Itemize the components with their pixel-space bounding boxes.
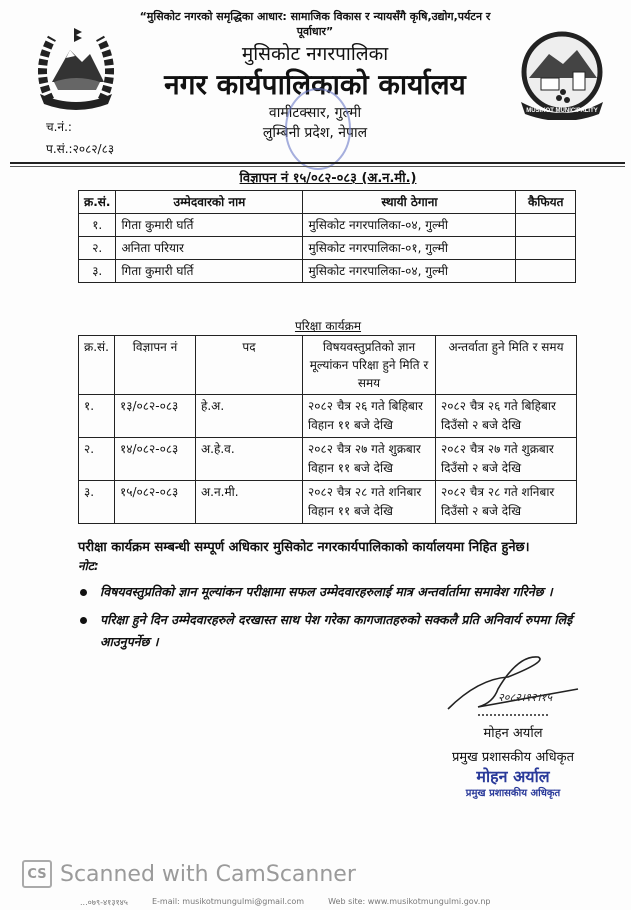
cell: २०८२ चैत्र २८ गते शनिबार विहान ११ बजे देखि xyxy=(303,481,436,524)
cell: ३. xyxy=(79,481,115,524)
col-header: उम्मेदवारको नाम xyxy=(116,191,303,214)
cell: ३. xyxy=(79,260,116,283)
cell: १. xyxy=(79,214,116,237)
footer-website: Web site: www.musikotmungulmi.gov.np xyxy=(328,897,491,906)
camscanner-watermark xyxy=(22,860,356,888)
table-header-row xyxy=(79,191,576,214)
cell: २०८२ चैत्र २७ गते शुक्रबार विहान ११ बजे देखि xyxy=(303,438,436,481)
col-header: क्र.सं. xyxy=(79,191,116,214)
musikot-municipality-seal-logo xyxy=(515,28,610,120)
table-row xyxy=(79,237,576,260)
schedule-heading: परिक्षा कार्यक्रम xyxy=(294,319,362,333)
fiscal-ref: प.सं.:२०८२/८३ xyxy=(46,142,115,156)
col-header: पद xyxy=(196,336,303,395)
notice-body xyxy=(78,538,578,653)
footer-phone: ...०७९-४१३१४५ xyxy=(80,898,128,907)
col-header: विषयवस्तुप्रतिको ज्ञान मूल्यांकन परिक्षा हुने मिति र समय xyxy=(303,336,436,395)
main-content xyxy=(78,170,578,801)
table-row xyxy=(79,395,577,438)
cell: १. xyxy=(79,395,115,438)
col-header: क्र.सं. xyxy=(79,336,115,395)
org-name: मुसिकोट नगरपालिका xyxy=(241,43,389,65)
table-row xyxy=(79,214,576,237)
footer-email: E-mail: musikotmungulmi@gmail.com xyxy=(151,897,305,906)
header-divider xyxy=(10,162,625,167)
schedule-table xyxy=(78,335,577,524)
cell: १५/०८२-०८३ xyxy=(115,481,196,524)
signature-icon xyxy=(438,655,588,717)
cell: २०८२ चैत्र २८ गते शनिबार दिउँसो २ बजे देखि xyxy=(436,481,577,524)
office-name: नगर कार्यपालिकाको कार्यालय xyxy=(164,68,466,101)
cell xyxy=(516,237,576,260)
cell: गिता कुमारी घर्ति xyxy=(116,260,303,283)
seal-text: MUSIKOT MUNICIPALITY xyxy=(526,108,598,114)
signatory-name: मोहन अर्याल xyxy=(483,726,543,741)
cell xyxy=(516,214,576,237)
signature-date: २०८२।१२।१५ xyxy=(498,691,553,704)
candidates-table xyxy=(78,190,576,283)
signature-block xyxy=(428,655,598,801)
note-label: नोट: xyxy=(78,559,99,573)
advertisement-heading: विज्ञापन नं १५/०८२-०८३ (अ.न.मी.) xyxy=(239,171,417,186)
note-item: विषयवस्तुप्रतिको ज्ञान मूल्यांकन परीक्षामा सफल उम्मेदवारहरुलाई मात्र अन्तर्वार्तामा समावेश गरिनेछ । xyxy=(78,581,578,603)
watermark-text: Scanned with CamScanner xyxy=(60,861,356,887)
authority-text: परीक्षा कार्यक्रम सम्बन्धी सम्पूर्ण अधिकार मुसिकोट नगरकार्यपालिकाको कार्यालयमा निहित हुनेछ। xyxy=(78,540,530,555)
cell: गिता कुमारी घर्ति xyxy=(116,214,303,237)
camscanner-logo-icon: CS xyxy=(22,860,52,888)
cell xyxy=(516,260,576,283)
cell: १४/०८२-०८३ xyxy=(115,438,196,481)
cell: २०८२ चैत्र २७ गते शुक्रबार दिउँसो २ बजे देखि xyxy=(436,438,577,481)
col-header: अन्तर्वाता हुने मिति र समय xyxy=(436,336,577,395)
table-row xyxy=(79,438,577,481)
cell: अ.हे.व. xyxy=(196,438,303,481)
letter-number-label: च.नं.: xyxy=(46,120,72,134)
col-header: कैफियत xyxy=(516,191,576,214)
cell: हे.अ. xyxy=(196,395,303,438)
stamp-name: मोहन अर्याल xyxy=(476,767,550,786)
cell: अ.न.मी. xyxy=(196,481,303,524)
cell: २०८२ चैत्र २६ गते बिहिबार दिउँसो २ बजे देखि xyxy=(436,395,577,438)
office-stamp-icon xyxy=(282,86,354,172)
address-line2: लुम्बिनी प्रदेश, नेपाल xyxy=(262,125,368,141)
cell: १३/०८२-०८३ xyxy=(115,395,196,438)
table-row xyxy=(79,260,576,283)
cell: २. xyxy=(79,438,115,481)
footer-contact xyxy=(80,897,490,908)
nepal-emblem-logo xyxy=(30,20,122,112)
table-row xyxy=(79,481,577,524)
motto: “मुसिकोट नगरको समृद्धिका आधार: सामाजिक विकास र न्यायसँगै कृषि,उद्योग,पर्यटन र पूर्वाधार” xyxy=(139,10,491,38)
cell: मुसिकोट नगरपालिका-०४, गुल्मी xyxy=(303,214,516,237)
col-header: स्थायी ठेगाना xyxy=(303,191,516,214)
note-item: परिक्षा हुने दिन उम्मेदवारहरुले दरखास्त साथ पेश गरेका कागजातहरुको सक्कलै प्रति अनिवार्य रुपमा लिई आउनुपर्नेछ । xyxy=(78,609,578,653)
cell: मुसिकोट नगरपालिका-०१, गुल्मी xyxy=(303,237,516,260)
cell: २०८२ चैत्र २६ गते बिहिबार विहान ११ बजे देखि xyxy=(303,395,436,438)
col-header: विज्ञापन नं xyxy=(115,336,196,395)
table-header-row xyxy=(79,336,577,395)
stamp-title: प्रमुख प्रशासकीय अधिकृत xyxy=(465,788,561,799)
cell: अनिता परियार xyxy=(116,237,303,260)
address-line1: वामीटक्सार, गुल्मी xyxy=(268,105,362,121)
cell: २. xyxy=(79,237,116,260)
signatory-title: प्रमुख प्रशासकीय अधिकृत xyxy=(451,750,575,765)
cell: मुसिकोट नगरपालिका-०४, गुल्मी xyxy=(303,260,516,283)
